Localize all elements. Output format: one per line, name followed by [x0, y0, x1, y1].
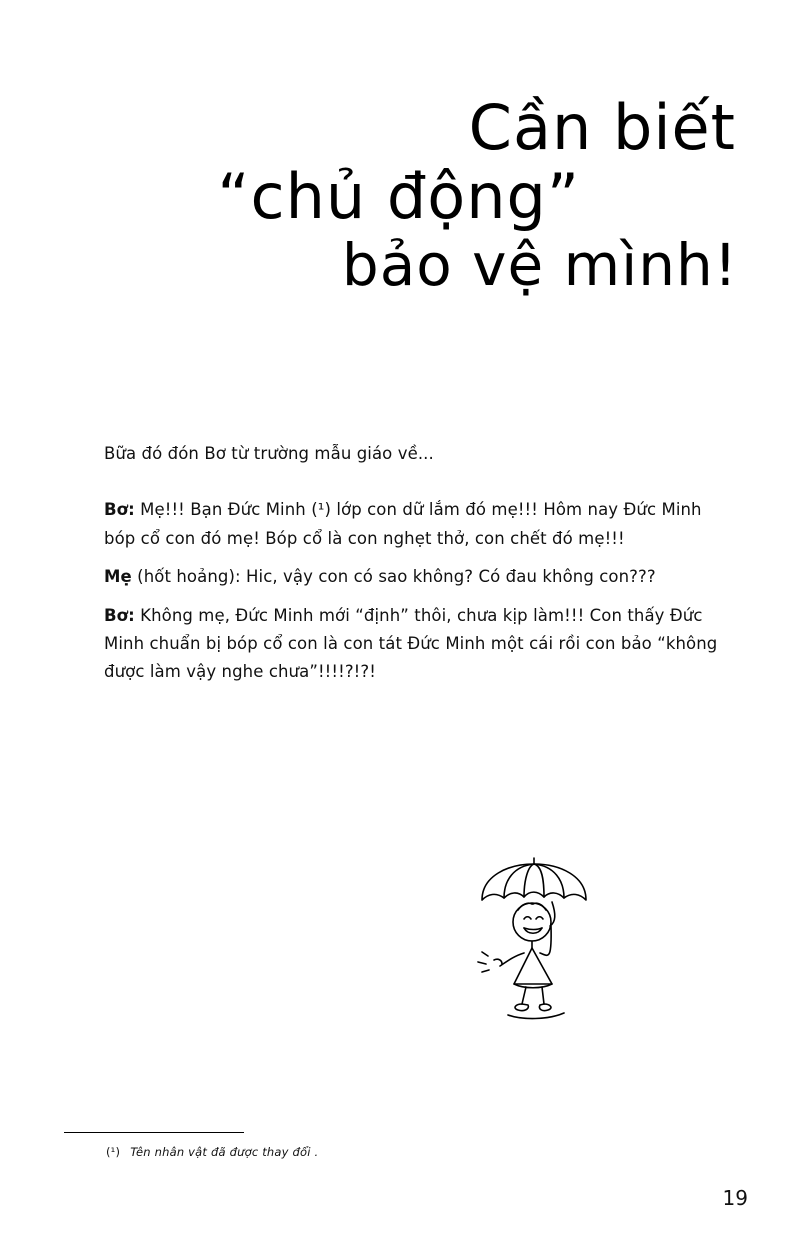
- page-title: [0, 91, 760, 300]
- open-quote: “: [217, 160, 251, 234]
- dialog-speaker: Bơ:: [104, 605, 135, 625]
- dialog-line: [104, 602, 728, 687]
- title-line-2-text: chủ động: [250, 160, 547, 234]
- intro-paragraph: Bữa đó đón Bơ từ trường mẫu giáo về...: [104, 444, 434, 463]
- page-number: 19: [722, 1186, 748, 1210]
- title-line-3: bảo vệ mình!: [341, 231, 738, 300]
- footnote: [106, 1145, 318, 1159]
- dialog-text: Không mẹ, Đức Minh mới “định” thôi, chưa kịp làm!!! Con thấy Đức Minh chuẩn bị bóp cổ con là con tát Đức Minh một cái rồi con bảo “không được làm vậy nghe chưa”!!!!?!?!: [104, 605, 718, 682]
- body-text: [104, 440, 728, 697]
- dialog-aside: (hốt hoảng):: [131, 567, 241, 587]
- footnote-divider: [64, 1132, 244, 1133]
- title-line-1: Cần biết: [468, 91, 736, 164]
- dialog-text: Mẹ!!! Bạn Đức Minh (¹) lớp con dữ lắm đó mẹ!!! Hôm nay Đức Minh bóp cổ con đó mẹ! Bóp cổ là con nghẹt thở, con chết đó mẹ!!!: [104, 500, 702, 548]
- dialog-text: Hic, vậy con có sao không? Có đau không con???: [240, 567, 656, 587]
- girl-with-umbrella-doodle-icon: [452, 852, 632, 1032]
- dialog-line: [104, 563, 728, 591]
- dialog-speaker: Bơ:: [104, 500, 135, 520]
- close-quote: ”: [546, 160, 580, 234]
- title-line-2: [0, 160, 760, 234]
- footnote-marker: (¹): [106, 1145, 121, 1159]
- footnote-text: Tên nhân vật đã được thay đổi .: [130, 1145, 319, 1159]
- dialog-speaker: Mẹ: [104, 567, 132, 587]
- dialog-line: [104, 496, 728, 553]
